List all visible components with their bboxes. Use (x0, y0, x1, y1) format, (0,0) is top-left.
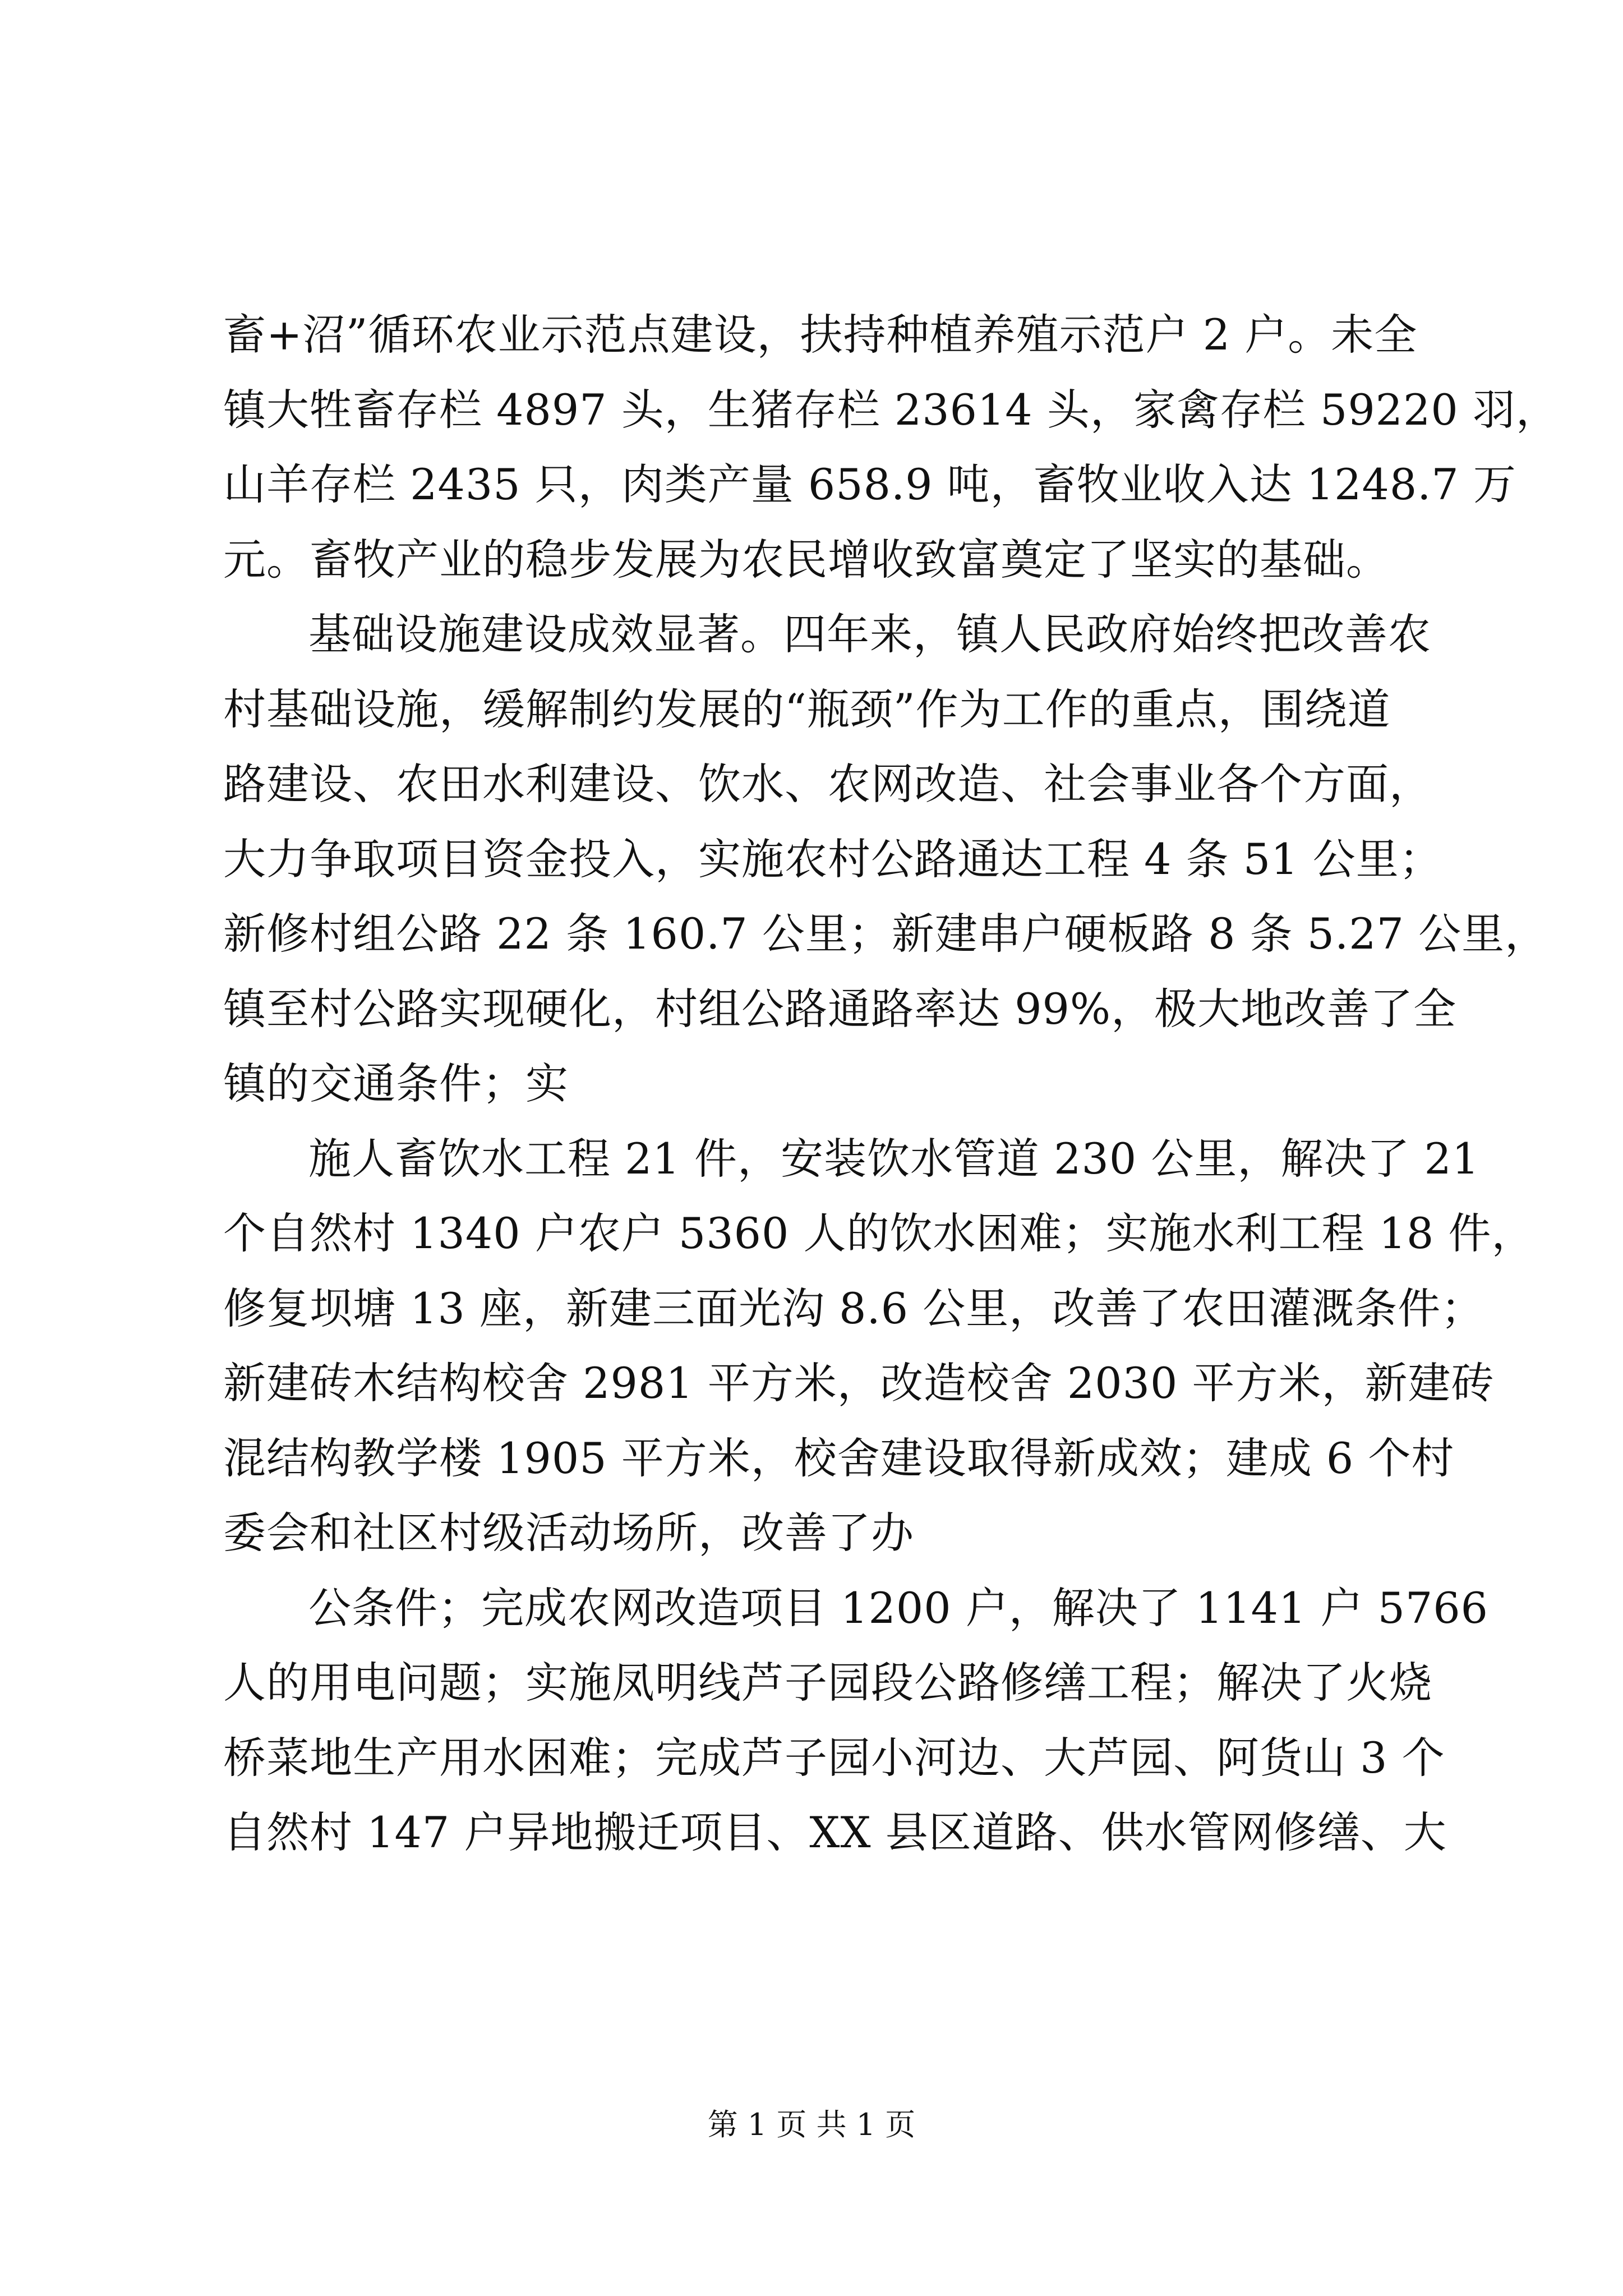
text-line: 基础设施建设成效显著。四年来，镇人民政府始终把改善农 (308, 609, 1431, 659)
document-body (223, 297, 1559, 1870)
text-line: 修复坝塘 13 座，新建三面光沟 8.6 公里，改善了农田灌溉条件； (223, 1283, 1484, 1333)
text-line: 委会和社区村级活动场所，改善了办 (223, 1508, 914, 1558)
text-line: 混结构教学楼 1905 平方米，校舍建设取得新成效；建成 6 个村 (223, 1433, 1455, 1483)
text-line: 桥菜地生产用水困难；完成芦子园小河边、大芦园、阿货山 3 个 (223, 1732, 1445, 1783)
text-line: 个自然村 1340 户农户 5360 人的饮水困难；实施水利工程 18 件， (223, 1208, 1535, 1258)
text-line: 新修村组公路 22 条 160.7 公里；新建串户硬板路 8 条 5.27 公里， (223, 909, 1548, 959)
text-line: 自然村 147 户异地搬迁项目、XX 县区道路、供水管网修缮、大 (223, 1807, 1447, 1857)
page-footer: 第 1 页 共 1 页 (707, 2107, 916, 2142)
text-line: 元。畜牧产业的稳步发展为农民增收致富奠定了坚实的基础。 (223, 534, 1389, 585)
text-line: 镇至村公路实现硬化，村组公路通路率达 99%，极大地改善了全 (223, 983, 1457, 1034)
text-line: 山羊存栏 2435 只，肉类产量 658.9 吨，畜牧业收入达 1248.7 万 (223, 459, 1516, 509)
text-line: 大力争取项目资金投入，实施农村公路通达工程 4 条 51 公里； (223, 834, 1442, 884)
text-line: 施人畜饮水工程 21 件，安装饮水管道 230 公里，解决了 21 (308, 1133, 1480, 1184)
text-line: 镇的交通条件；实 (223, 1059, 569, 1108)
text-line: 公条件；完成农网改造项目 1200 户，解决了 1141 户 5766 (308, 1582, 1489, 1633)
text-line: 路建设、农田水利建设、饮水、农网改造、社会事业各个方面， (223, 759, 1432, 809)
text-line: 人的用电问题；实施凤明线芦子园段公路修缮工程；解决了火烧 (223, 1658, 1432, 1708)
text-line: 镇大牲畜存栏 4897 头，生猪存栏 23614 头，家禽存栏 59220 羽， (223, 384, 1559, 435)
text-line: 村基础设施，缓解制约发展的“瓶颈”作为工作的重点，围绕道 (223, 684, 1391, 734)
text-line: 畜+沼”循环农业示范点建设，扶持种植养殖示范户 2 户。未全 (223, 310, 1418, 360)
text-line: 新建砖木结构校舍 2981 平方米，改造校舍 2030 平方米，新建砖 (223, 1358, 1495, 1408)
